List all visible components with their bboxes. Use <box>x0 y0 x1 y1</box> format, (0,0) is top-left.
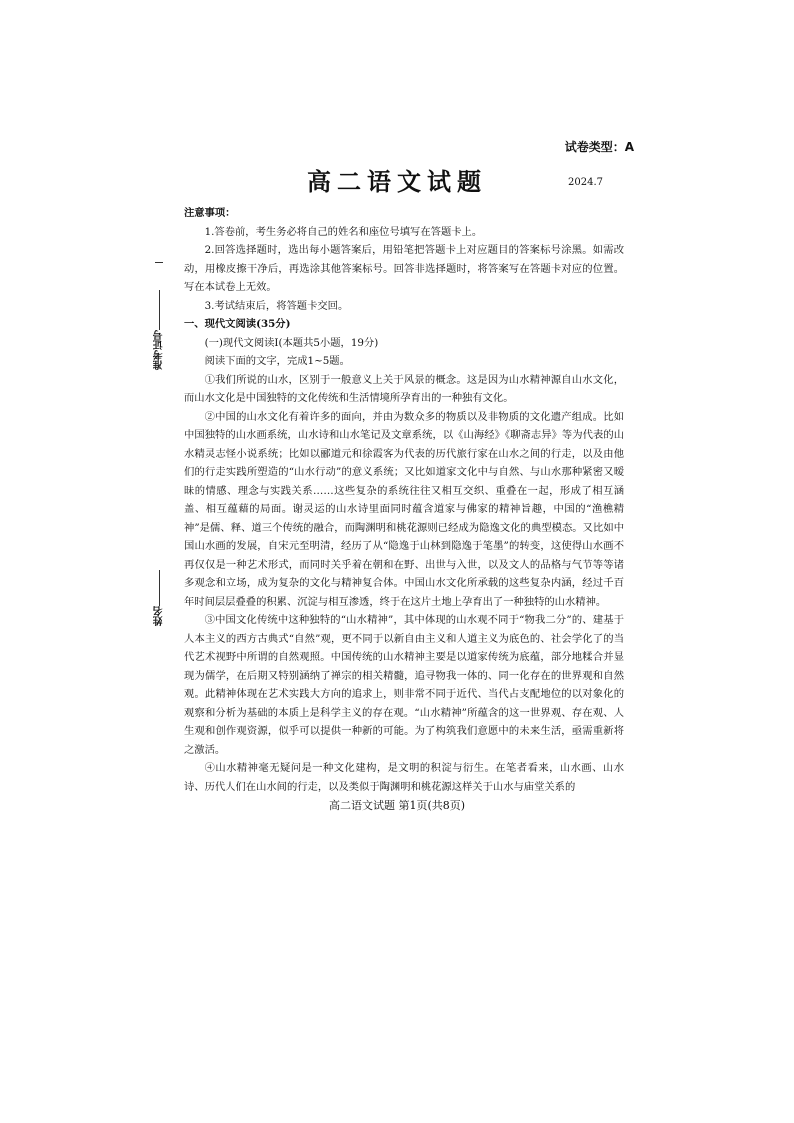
exam-body <box>184 204 624 796</box>
admission-number-label: 准考证号 <box>154 330 165 370</box>
name-label: 姓名 <box>154 606 165 626</box>
section-heading: 一、现代文阅读(35分) <box>184 318 291 330</box>
article-paragraph-1: ①我们所说的山水，区别于一般意义上关于风景的概念。这是因为山水精神源自山水文化，而山水文化是中国独特的文化传统和生活情境所孕育出的一种独有文化。 <box>184 373 624 404</box>
admission-number-field <box>152 290 166 370</box>
name-line <box>159 570 160 606</box>
exam-type-label: 试卷类型：A <box>564 140 634 154</box>
page-title: 高二语文试题 <box>307 167 487 196</box>
admission-number-line <box>159 290 160 330</box>
binding-tick-top <box>155 262 163 263</box>
exam-date: 2024.7 <box>568 177 603 188</box>
sub-section-heading: (一)现代文阅读Ⅰ(本题共5小题，19分) <box>204 336 379 349</box>
notice-item-2: 2.回答选择题时，选出每小题答案后，用铅笔把答题卡上对应题目的答案标号涂黑。如需改动，用橡皮擦干净后，再选涂其他答案标号。回答非选择题时，将答案写在答题卡对应的位置。写在本试卷上无效。 <box>184 244 624 293</box>
article-paragraph-2: ②中国的山水文化有着许多的面向，并由为数众多的物质以及非物质的文化遗产组成。比如中国独特的山水画系统，山水诗和山水笔记及文章系统，以《山海经》《聊斋志异》等为代表的山水精灵志怪小说系统；比如以郦道元和徐霞客为代表的历代旅行家在山水之间的行走，以及由他们的行走实践所塑造的“山水行动”的意义系统；又比如道家文化中与自然、与山水那种紧密又暧昧的情感、理念与实践关系……这些复杂的系统往往又相互交织、重叠在一起，形成了相互涵盖、相互蕴藉的局面。谢灵运的山水诗里面同时蕴含道家与佛家的精神旨趣，中国的“渔樵精神”是儒、释、道三个传统的融合，而陶渊明和桃花源则已经成为隐逸文化的典型模态。又比如中国山水画的发展，自宋元至明清，经历了从“隐逸于山林到隐逸于笔墨”的转变，这使得山水画不再仅仅是一种艺术形式，而同时关乎着在朝和在野、出世与入世，以及文人的品格与气节等等诸多观念和立场，成为复杂的文化与精神复合体。中国山水文化所承载的这些复杂内涵，经过千百年时间层层叠叠的积累、沉淀与相互渗透，终于在这片土地上孕育出了一种独特的山水精神。 <box>184 410 624 608</box>
page-footer: 高二语文试题 第1页(共8页) <box>328 799 466 812</box>
notice-item-1: 1.答卷前，考生务必将自己的姓名和座位号填写在答题卡上。 <box>204 225 483 238</box>
notice-heading: 注意事项： <box>184 207 236 219</box>
article-paragraph-3: ③中国文化传统中这种独特的“山水精神”，其中体现的山水观不同于“物我二分”的、建基于人本主义的西方古典式“自然”观，更不同于以新自由主义和人道主义为底色的、社会学化了的当代艺术视野中所谓的自然观照。中国传统的山水精神主要是以道家传统为底蕴，部分地糅合并显现为儒学，在后期又特别涵纳了禅宗的相关精髓，追寻物我一体的、同一化存在的世界观和自然观。此精神体现在艺术实践大方向的追求上，则非常不同于近代、当代占支配地位的以对象化的观察和分析为基础的本质上是科学主义的存在观。“山水精神”所蕴含的这一世界观、存在观、人生观和创作观资源，似乎可以提供一种新的可能。为了构筑我们意愿中的未来生活，亟需重新将之激活。 <box>184 614 624 756</box>
article-paragraph-4: ④山水精神毫无疑问是一种文化建构，是文明的积淀与衍生。在笔者看来，山水画、山水诗、历代人们在山水间的行走，以及类似于陶渊明和桃花源这样关于山水与庙堂关系的 <box>184 762 624 793</box>
notice-item-3: 3.考试结束后，将答题卡交回。 <box>204 299 349 312</box>
name-field <box>152 570 166 626</box>
reading-instruction: 阅读下面的文字，完成1~5题。 <box>204 355 350 367</box>
